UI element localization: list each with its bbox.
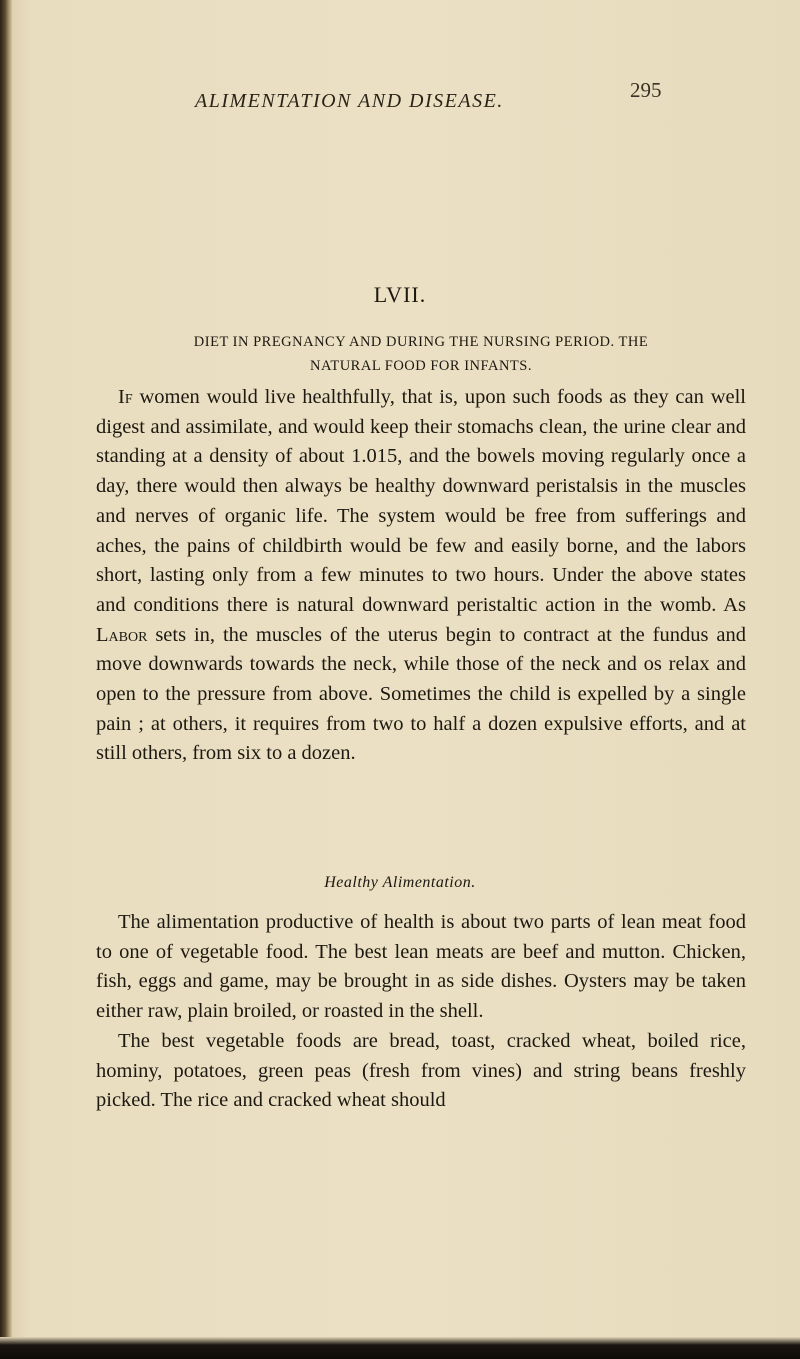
- page-number: 295: [630, 78, 662, 102]
- chapter-number: LVII.: [373, 282, 427, 307]
- body-text: [96, 383, 746, 769]
- section-body-text: [96, 908, 746, 1116]
- chapter-title: [96, 330, 746, 378]
- chapter-title-line-1: DIET IN PREGNANCY AND DURING THE NURSING PERIOD. THE: [193, 334, 649, 350]
- paragraph-2: The alimentation productive of health is about two parts of lean meat food to one of vegetable food. The best lean meats are beef and mutton. Chicken, fish, eggs and game, may be brought in as side dishes. Oysters may be taken either raw, plain broiled, or roasted in the shell.: [96, 911, 746, 1023]
- running-head: ALIMENTATION AND DISEASE.: [195, 90, 504, 112]
- section-heading: Healthy Alimentation.: [324, 874, 476, 891]
- chapter-title-line-2: NATURAL FOOD FOR INFANTS.: [310, 358, 532, 374]
- paragraph-1: [96, 383, 746, 769]
- page-bottom-edge: [0, 1337, 800, 1359]
- paragraph-3: The best vegetable foods are bread, toast, cracked wheat, boiled rice, hominy, potatoes, green peas (fresh from vines) and string beans freshly picked. The rice and cracked wheat should: [96, 1029, 746, 1112]
- book-gutter: [0, 0, 12, 1359]
- paragraph-1-lead: If: [118, 386, 133, 408]
- paragraph-1-rest: women would live healthfully, that is, upon such foods as they can well digest and assimilate, and would keep their stomachs clean, the urine clear and standing at a density of about 1.015, and the bowels moving regularly once a day, there would then always be healthy downward peristalsis in the muscles and nerves of organic life. The system would be free from sufferings and aches, the pains of childbirth would be few and easily borne, and the labors short, lasting only from a few minutes to two hours. Under the above states and conditions there is natural downward peristaltic action in the womb. As: [96, 386, 746, 616]
- paragraph-1-labor: Labor: [96, 623, 148, 646]
- paragraph-1-end: sets in, the muscles of the uterus begin to contract at the fundus and move downwards towards the neck, while those of the neck and os relax and open to the pressure from above. Sometimes the child is expelled by a single pain ; at others, it requires from two to half a dozen expulsive efforts, and at still others, from six to a dozen.: [96, 623, 746, 765]
